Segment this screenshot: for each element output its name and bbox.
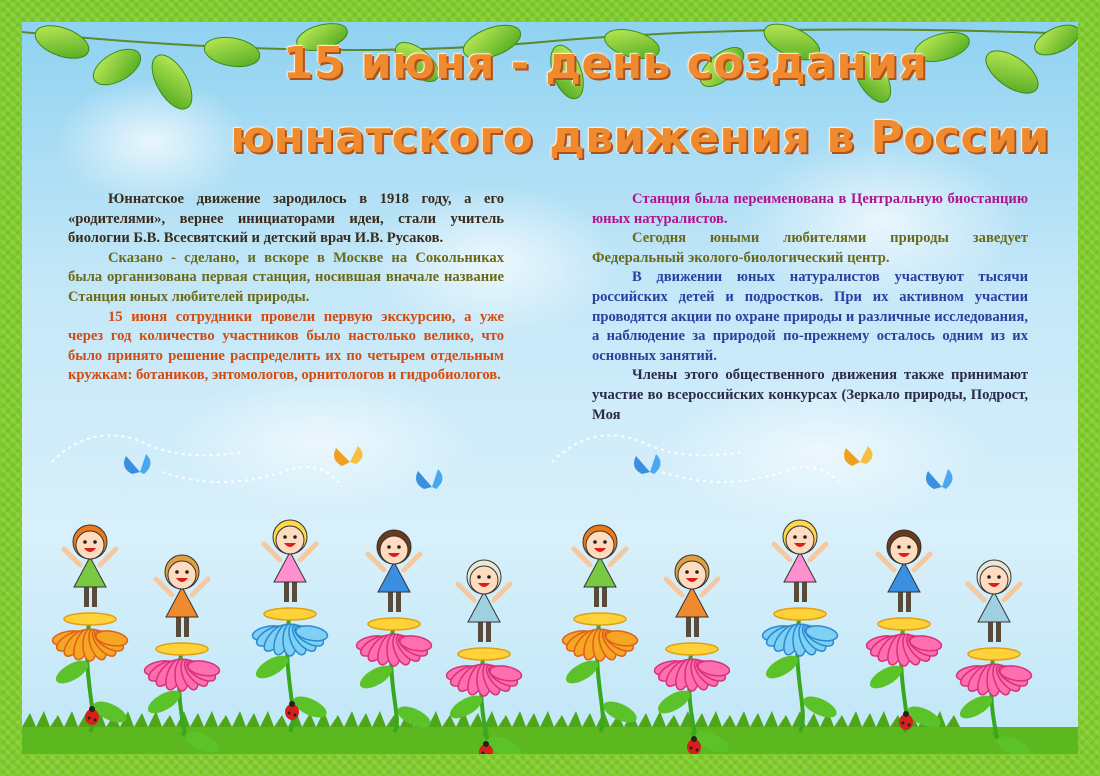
child-on-flower [51, 525, 129, 732]
paragraph-federal-center: Сегодня юными любителями природы заведует Федеральный эколого-биологический центр. [592, 230, 1028, 266]
child-on-flower [251, 520, 329, 732]
paragraph-first-station: Сказано - сделано, и вскоре в Москве на Сокольниках была организована первая станция, носившая вначале название Станция юных любителей природы. [68, 249, 504, 305]
poster-title-line1: 15 июня - день создания [282, 38, 928, 89]
child-on-flower [865, 530, 943, 732]
butterfly-icon [124, 454, 151, 474]
butterfly-icon [334, 446, 363, 466]
paragraph-renamed: Станция была переименована в Центральную биостанцию юных натуралистов. [592, 191, 1028, 227]
poster-title-line2: юннатского движения в России [230, 112, 1050, 163]
child-on-flower [561, 525, 639, 732]
butterfly-icon [844, 446, 873, 466]
butterfly-icon [634, 454, 661, 474]
paragraph-contests: Члены этого общественного движения также принимают участие во всероссийских конкурсах (Зеркало природы, Подрост, Моя [592, 367, 1028, 423]
paragraph-origin: Юннатское движение зародилось в 1918 году, а его «родителями», вернее инициаторами идеи, стали учитель биологии Б.В. Всесвятский и детский врач И.В. Русаков. [68, 191, 504, 247]
right-text-column [592, 190, 1028, 425]
paragraph-first-excursion: 15 июня сотрудники провели первую экскурсию, а уже через год количество участников было настолько велико, что было принято решение распределить их по четырем отдельным кружкам: ботаников, энтомологов, орнитологов и гидробиологов. [68, 308, 504, 384]
child-on-flower [355, 530, 433, 732]
butterfly-icon [416, 469, 443, 489]
butterfly-icon [926, 469, 953, 489]
children-on-flowers-illustration [22, 402, 1078, 754]
paragraph-participants: В движении юных натуралистов участвуют тысячи российских детей и подростков. При их активном участии проводятся акции по охране природы и различные исследования, а наблюдение за природой по-прежнему осталось одним из их основных занятий. [592, 269, 1028, 364]
child-on-flower [955, 560, 1033, 754]
child-on-flower [761, 520, 839, 732]
left-text-column [68, 190, 504, 386]
poster [22, 22, 1078, 754]
